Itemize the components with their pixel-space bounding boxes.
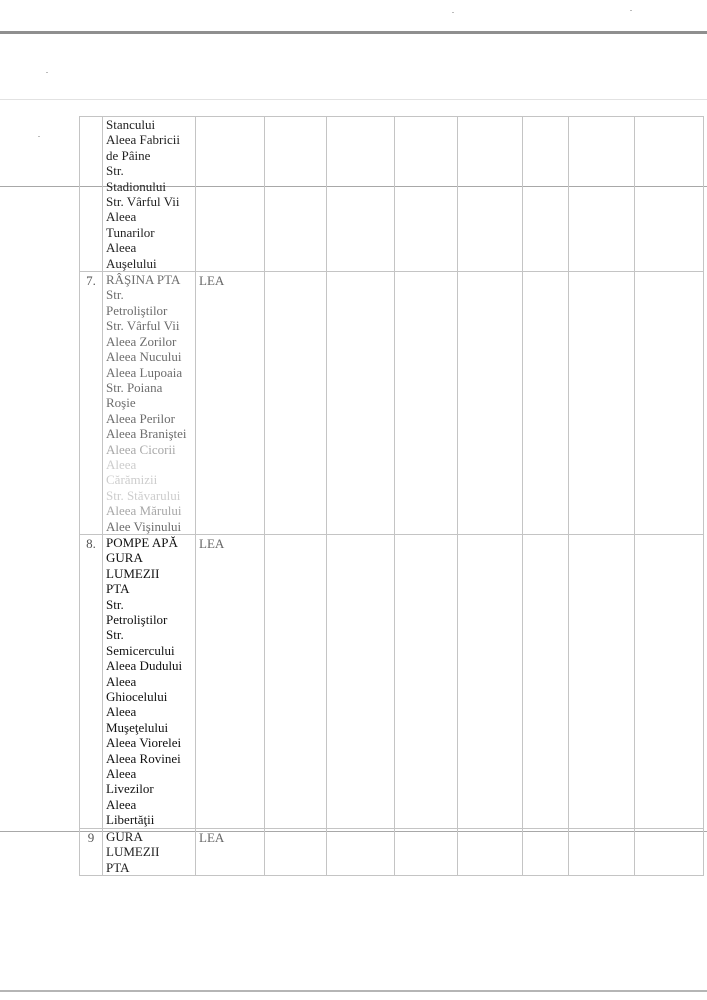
location-line: Aleea Dudului: [106, 658, 183, 674]
location-line: Muşeţelului: [106, 719, 169, 735]
location-line: Libertăţii: [106, 812, 155, 828]
location-line: Tunarilor: [106, 224, 155, 240]
location-name-cell: [103, 117, 196, 272]
location-line: Aleea Fabricii: [106, 132, 180, 148]
location-line: Roşie: [106, 395, 136, 411]
row-number: 9: [80, 828, 103, 875]
row-number: [80, 117, 103, 272]
location-line: Aleea Braniştei: [106, 426, 187, 442]
location-name-cell: [103, 272, 196, 535]
empty-cell: [265, 534, 327, 828]
location-line: GURA: [106, 550, 143, 566]
location-line: POMPE APĂ: [106, 534, 178, 550]
scan-line-faint: [0, 99, 707, 100]
location-line: Stancului: [106, 117, 156, 132]
location-line: Stadionului: [106, 178, 166, 194]
empty-cell: [395, 272, 458, 535]
empty-cell: [635, 272, 704, 535]
location-line: Str.: [106, 627, 124, 643]
table-row: [80, 828, 704, 875]
empty-cell: [327, 117, 395, 272]
location-line: Aleea Rovinei: [106, 750, 181, 766]
location-line: Petroliştilor: [106, 302, 168, 318]
empty-cell: [523, 828, 569, 875]
empty-cell: [569, 534, 635, 828]
empty-cell: [569, 828, 635, 875]
empty-cell: [635, 534, 704, 828]
empty-cell: [523, 272, 569, 535]
location-line: Cărămizii: [106, 472, 158, 488]
location-line: Aleea: [106, 704, 137, 720]
empty-cell: [458, 272, 523, 535]
location-line: Aleea Lupoaia: [106, 364, 183, 380]
location-line: Aleea: [106, 240, 137, 256]
table-row: [80, 117, 704, 272]
location-line: Str. Vârful Vii: [106, 318, 180, 334]
empty-cell: [395, 828, 458, 875]
line-type-cell: [196, 117, 265, 272]
empty-cell: [635, 828, 704, 875]
location-line: Str. Stăvarului: [106, 487, 181, 503]
scan-speck: [38, 136, 40, 137]
row-number: 8.: [80, 534, 103, 828]
location-line: PTA: [106, 581, 130, 597]
location-line: Alee Vişinului: [106, 518, 182, 534]
empty-cell: [265, 117, 327, 272]
location-line: Livezilor: [106, 781, 154, 797]
location-line: Aleea: [106, 673, 137, 689]
table-row: [80, 272, 704, 535]
location-line: Aleea: [106, 766, 137, 782]
location-line: Aleea: [106, 796, 137, 812]
location-line: Aleea Perilor: [106, 410, 175, 426]
location-line: Auşelului: [106, 255, 157, 271]
location-line: Aleea Cicorii: [106, 441, 176, 457]
location-line: Str.: [106, 163, 124, 179]
scan-line-bottom: [0, 990, 707, 992]
location-line: Str. Poiana: [106, 379, 163, 395]
scan-speck: [452, 12, 454, 13]
scan-speck: [630, 10, 632, 11]
document-table: [79, 116, 704, 876]
empty-cell: [395, 534, 458, 828]
empty-cell: [265, 828, 327, 875]
location-line: Aleea: [106, 456, 137, 472]
line-type-cell: LEA: [196, 534, 265, 828]
empty-cell: [569, 117, 635, 272]
location-name-cell: [103, 534, 196, 828]
row-number: 7.: [80, 272, 103, 535]
scan-speck: [46, 72, 48, 73]
location-line: de Pâine: [106, 147, 151, 163]
empty-cell: [458, 828, 523, 875]
empty-cell: [327, 534, 395, 828]
empty-cell: [327, 828, 395, 875]
empty-cell: [635, 117, 704, 272]
location-line: Str. Vârful Vii: [106, 194, 180, 210]
location-line: Ghiocelului: [106, 689, 168, 705]
empty-cell: [327, 272, 395, 535]
line-type-cell: LEA: [196, 272, 265, 535]
location-line: Str.: [106, 596, 124, 612]
table-row: [80, 534, 704, 828]
empty-cell: [395, 117, 458, 272]
empty-cell: [523, 534, 569, 828]
location-line: Aleea Zorilor: [106, 333, 177, 349]
location-line: RÂŞINA PTA: [106, 272, 181, 288]
location-line: LUMEZII: [106, 565, 160, 581]
location-line: GURA: [106, 828, 143, 844]
location-line: Aleea Mărului: [106, 503, 182, 519]
scan-line-top: [0, 31, 707, 34]
location-line: Semicercului: [106, 642, 175, 658]
empty-cell: [265, 272, 327, 535]
location-line: Str.: [106, 287, 124, 303]
location-name-cell: [103, 828, 196, 875]
location-line: Aleea Viorelei: [106, 735, 182, 751]
location-line: LUMEZII: [106, 844, 160, 860]
line-type-cell: LEA: [196, 828, 265, 875]
empty-cell: [458, 534, 523, 828]
empty-cell: [523, 117, 569, 272]
location-line: Aleea Nucului: [106, 349, 182, 365]
location-line: Petroliştilor: [106, 612, 168, 627]
location-line: PTA: [106, 859, 130, 875]
location-line: Aleea: [106, 209, 137, 225]
empty-cell: [458, 117, 523, 272]
empty-cell: [569, 272, 635, 535]
